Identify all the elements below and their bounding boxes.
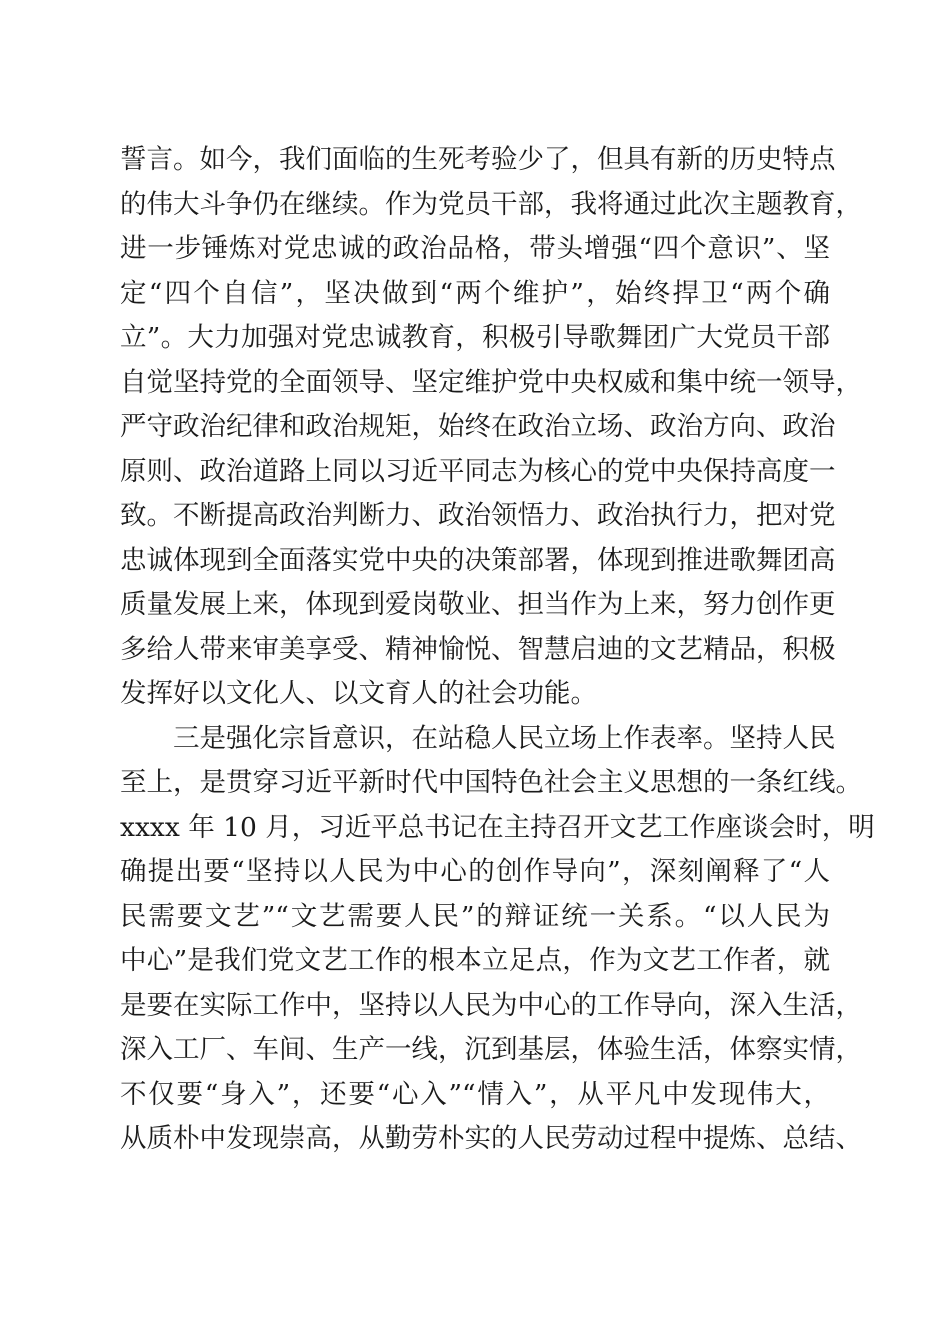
- paragraph-1-line-3: 进一步锤炼对党忠诚的政治品格，带头增强“四个意识”、坚: [120, 233, 830, 264]
- paragraph-1-line-13: 发挥好以文化人、以文育人的社会功能。: [120, 678, 597, 709]
- paragraph-1-line-5: 立”。大力加强对党忠诚教育，积极引导歌舞团广大党员干部: [120, 322, 830, 353]
- paragraph-2-line-2: 至上，是贯穿习近平新时代中国特色社会主义思想的一条红线。: [120, 767, 862, 798]
- paragraph-2-line-6: 中心”是我们党文艺工作的根本立足点，作为文艺工作者，就: [120, 945, 830, 976]
- paragraph-1-line-7: 严守政治纪律和政治规矩，始终在政治立场、政治方向、政治: [120, 411, 836, 442]
- paragraph-1-line-10: 忠诚体现到全面落实党中央的决策部署，体现到推进歌舞团高: [120, 544, 836, 576]
- paragraph-2-line-5: 民需要文艺”“文艺需要人民”的辩证统一关系。“以人民为: [120, 900, 830, 932]
- paragraph-2-line-10: 从质朴中发现崇高，从勤劳朴实的人民劳动过程中提炼、总结、: [120, 1123, 862, 1154]
- paragraph-1-line-8: 原则、政治道路上同以习近平同志为核心的党中央保持高度一: [120, 455, 836, 487]
- paragraph-2-line-8: 深入工厂、车间、生产一线，沉到基层，体验生活，体察实情，: [120, 1034, 862, 1065]
- paragraph-2-line-3: xxxx 年 10 月，习近平总书记在主持召开文艺工作座谈会时，明: [120, 811, 875, 843]
- paragraph-2-line-7: 是要在实际工作中，坚持以人民为中心的工作导向，深入生活，: [120, 989, 862, 1021]
- paragraph-1-line-4: 定“四个自信”，坚决做到“两个维护”，始终捍卫“两个确: [120, 277, 830, 309]
- paragraph-1-line-12: 多给人带来审美享受、精神愉悦、智慧启迪的文艺精品，积极: [120, 633, 836, 665]
- paragraph-2-line-4: 确提出要“坚持以人民为中心的创作导向”，深刻阐释了“人: [120, 856, 830, 887]
- paragraph-1-line-11: 质量发展上来，体现到爱岗敬业、担当作为上来，努力创作更: [120, 589, 836, 620]
- paragraph-2-line-1: 三是强化宗旨意识，在站稳人民立场上作表率。坚持人民: [173, 722, 836, 754]
- paragraph-2-line-9: 不仅要“身入”，还要“心入”“情入”，从平凡中发现伟大，: [120, 1078, 830, 1110]
- paragraph-1-line-1: 誓言。如今，我们面临的生死考验少了，但具有新的历史特点: [120, 144, 836, 175]
- paragraph-1-line-2: 的伟大斗争仍在继续。作为党员干部，我将通过此次主题教育，: [120, 188, 862, 220]
- paragraph-1-line-9: 致。不断提高政治判断力、政治领悟力、政治执行力，把对党: [120, 500, 836, 531]
- paragraph-1-line-6: 自觉坚持党的全面领导、坚定维护党中央权威和集中统一领导，: [120, 366, 862, 398]
